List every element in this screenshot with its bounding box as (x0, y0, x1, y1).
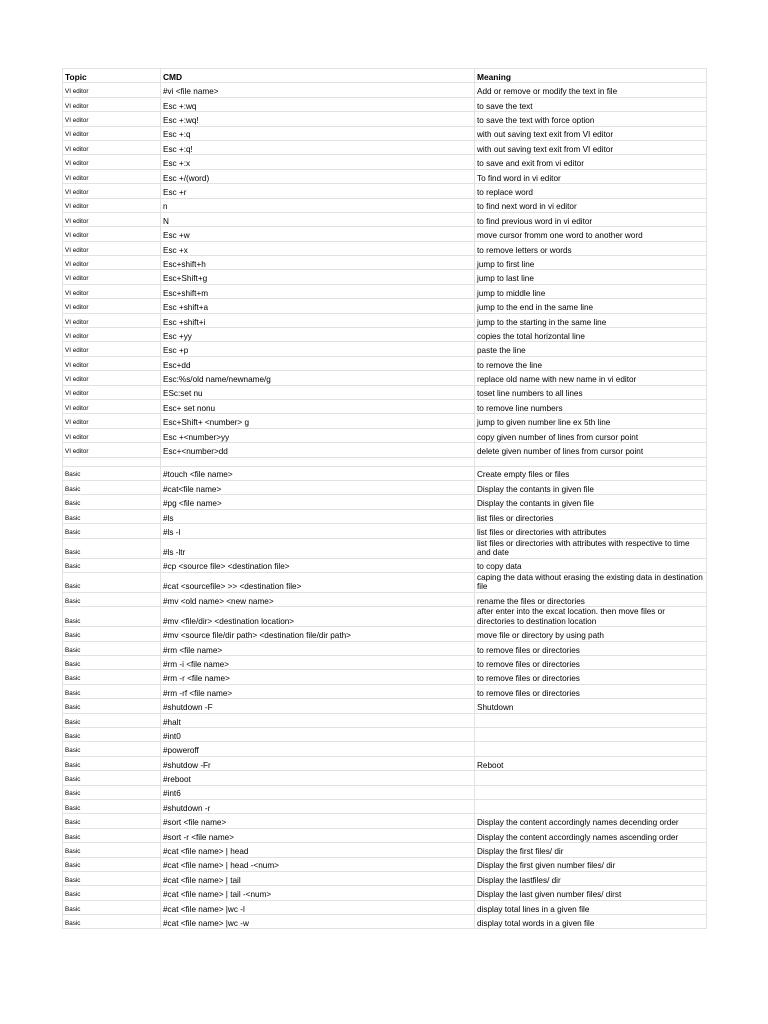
meaning-cell: list files or directories (475, 509, 707, 523)
topic-cell: Basic (63, 713, 161, 727)
cmd-cell: #cat <file name> | tail -<num> (161, 886, 475, 900)
cmd-cell: N (161, 212, 475, 226)
table-row (63, 699, 707, 713)
table-row (63, 97, 707, 111)
table-row (63, 428, 707, 442)
meaning-cell (475, 742, 707, 756)
meaning-cell (475, 728, 707, 742)
table-row (63, 684, 707, 698)
table-row (63, 112, 707, 126)
table-row (63, 843, 707, 857)
cmd-cell (161, 457, 475, 466)
cmd-cell: #shutdow -Fr (161, 756, 475, 770)
cmd-cell: Esc +:x (161, 155, 475, 169)
topic-cell: Basic (63, 915, 161, 929)
topic-cell: Basic (63, 785, 161, 799)
table-row (63, 399, 707, 413)
meaning-cell: to find previous word in vi editor (475, 212, 707, 226)
table-row (63, 886, 707, 900)
topic-cell: Basic (63, 756, 161, 770)
meaning-cell (475, 771, 707, 785)
topic-cell: Basic (63, 814, 161, 828)
meaning-cell: jump to given number line ex 5th line (475, 414, 707, 428)
meaning-cell: rename the files or directories (475, 592, 707, 606)
topic-cell: Basic (63, 572, 161, 592)
cmd-cell: #cat <file name> | head -<num> (161, 857, 475, 871)
cmd-cell: #shutdown -r (161, 799, 475, 813)
topic-cell (63, 457, 161, 466)
command-table (62, 68, 707, 929)
meaning-cell: jump to the end in the same line (475, 299, 707, 313)
cmd-cell: Esc +:wq! (161, 112, 475, 126)
topic-cell: Basic (63, 900, 161, 914)
table-row (63, 641, 707, 655)
cmd-cell: #rm <file name> (161, 641, 475, 655)
table-row (63, 212, 707, 226)
table-row (63, 443, 707, 457)
cmd-cell: #cat <file name> | head (161, 843, 475, 857)
topic-cell: Basic (63, 607, 161, 627)
table-row (63, 356, 707, 370)
cmd-cell: #touch <file name> (161, 466, 475, 480)
meaning-cell: list files or directories with attributes (475, 524, 707, 538)
meaning-cell: jump to first line (475, 256, 707, 270)
cmd-cell: #cat <sourcefile> >> <destination file> (161, 572, 475, 592)
cmd-cell: n (161, 198, 475, 212)
table-row (63, 871, 707, 885)
topic-cell: VI editor (63, 428, 161, 442)
meaning-cell (475, 799, 707, 813)
topic-cell: VI editor (63, 212, 161, 226)
table-row (63, 558, 707, 572)
topic-cell: Basic (63, 799, 161, 813)
cmd-cell: Esc +yy (161, 328, 475, 342)
table-row (63, 284, 707, 298)
table-row (63, 857, 707, 871)
table-row (63, 915, 707, 929)
cmd-cell: #sort -r <file name> (161, 828, 475, 842)
table-row (63, 198, 707, 212)
topic-cell: Basic (63, 592, 161, 606)
cmd-cell: Esc +:wq (161, 97, 475, 111)
topic-cell: VI editor (63, 97, 161, 111)
meaning-cell: To find word in vi editor (475, 169, 707, 183)
table-row (63, 495, 707, 509)
cmd-cell: Esc +shift+a (161, 299, 475, 313)
table-row (63, 126, 707, 140)
table-row-blank (63, 457, 707, 466)
topic-cell: VI editor (63, 414, 161, 428)
header-cmd: CMD (161, 69, 475, 83)
topic-cell: VI editor (63, 126, 161, 140)
cmd-cell: #ls -l (161, 524, 475, 538)
topic-cell: VI editor (63, 169, 161, 183)
table-row (63, 256, 707, 270)
cmd-cell: Esc:%s/old name/newname/g (161, 371, 475, 385)
meaning-cell: Display the lastfiles/ dir (475, 871, 707, 885)
topic-cell: Basic (63, 538, 161, 558)
cmd-cell: Esc +x (161, 241, 475, 255)
cmd-cell: #rm -i <file name> (161, 656, 475, 670)
meaning-cell: Display the contants in given file (475, 495, 707, 509)
meaning-cell: to remove the line (475, 356, 707, 370)
meaning-cell: to save the text (475, 97, 707, 111)
table-row (63, 814, 707, 828)
table-row (63, 371, 707, 385)
cmd-cell: #mv <old name> <new name> (161, 592, 475, 606)
topic-cell: Basic (63, 771, 161, 785)
topic-cell: VI editor (63, 256, 161, 270)
cmd-cell: #rm -r <file name> (161, 670, 475, 684)
meaning-cell: to remove line numbers (475, 399, 707, 413)
table-row (63, 227, 707, 241)
cmd-cell: ESc:set nu (161, 385, 475, 399)
meaning-cell (475, 785, 707, 799)
meaning-cell: copies the total horizontal line (475, 328, 707, 342)
topic-cell: VI editor (63, 198, 161, 212)
topic-cell: VI editor (63, 241, 161, 255)
table-row (63, 524, 707, 538)
table-row (63, 607, 707, 627)
meaning-cell: Display the first given number files/ dir (475, 857, 707, 871)
meaning-cell: Add or remove or modify the text in file (475, 83, 707, 97)
cmd-cell: Esc+Shift+ <number> g (161, 414, 475, 428)
cmd-cell: #mv <file/dir> <destination location> (161, 607, 475, 627)
table-row (63, 592, 707, 606)
topic-cell: VI editor (63, 284, 161, 298)
cmd-cell: #ls -ltr (161, 538, 475, 558)
meaning-cell: Reboot (475, 756, 707, 770)
topic-cell: VI editor (63, 140, 161, 154)
table-row (63, 299, 707, 313)
table-row (63, 414, 707, 428)
table-row (63, 771, 707, 785)
table-row (63, 627, 707, 641)
table-row (63, 466, 707, 480)
meaning-cell: with out saving text exit from VI editor (475, 126, 707, 140)
cmd-cell: #sort <file name> (161, 814, 475, 828)
table-row (63, 155, 707, 169)
meaning-cell: after enter into the excat location. then move files or directories to destination location (475, 607, 707, 627)
topic-cell: VI editor (63, 112, 161, 126)
topic-cell: VI editor (63, 356, 161, 370)
table-row (63, 900, 707, 914)
meaning-cell: display total words in a given file (475, 915, 707, 929)
table-row (63, 313, 707, 327)
cmd-cell: Esc+<number>dd (161, 443, 475, 457)
meaning-cell: to copy data (475, 558, 707, 572)
table-row (63, 670, 707, 684)
header-row (63, 69, 707, 83)
cmd-cell: Esc+shift+m (161, 284, 475, 298)
cmd-cell: #int6 (161, 785, 475, 799)
topic-cell: VI editor (63, 227, 161, 241)
table-row (63, 241, 707, 255)
table-row (63, 756, 707, 770)
table-row (63, 785, 707, 799)
meaning-cell: Display the first files/ dir (475, 843, 707, 857)
meaning-cell: display total lines in a given file (475, 900, 707, 914)
meaning-cell: to remove files or directories (475, 641, 707, 655)
cmd-cell: Esc +:q (161, 126, 475, 140)
topic-cell: Basic (63, 524, 161, 538)
meaning-cell: to remove files or directories (475, 656, 707, 670)
cmd-cell: #shutdown -F (161, 699, 475, 713)
table-row (63, 480, 707, 494)
cmd-cell: #int0 (161, 728, 475, 742)
topic-cell: Basic (63, 886, 161, 900)
topic-cell: Basic (63, 684, 161, 698)
cmd-cell: #cat <file name> | tail (161, 871, 475, 885)
table-row (63, 656, 707, 670)
cmd-cell: #vi <file name> (161, 83, 475, 97)
topic-cell: Basic (63, 857, 161, 871)
cmd-cell: Esc +r (161, 184, 475, 198)
topic-cell: Basic (63, 509, 161, 523)
meaning-cell: Display the content accordingly names decending order (475, 814, 707, 828)
topic-cell: Basic (63, 627, 161, 641)
table-row (63, 538, 707, 558)
meaning-cell: list files or directories with attributes with respective to time and date (475, 538, 707, 558)
meaning-cell: Display the content accordingly names ascending order (475, 828, 707, 842)
meaning-cell: to remove files or directories (475, 684, 707, 698)
meaning-cell: move file or directory by using path (475, 627, 707, 641)
meaning-cell: jump to the starting in the same line (475, 313, 707, 327)
topic-cell: VI editor (63, 299, 161, 313)
topic-cell: VI editor (63, 342, 161, 356)
meaning-cell (475, 457, 707, 466)
table-row (63, 728, 707, 742)
topic-cell: Basic (63, 728, 161, 742)
cmd-cell: #cp <source file> <destination file> (161, 558, 475, 572)
topic-cell: Basic (63, 670, 161, 684)
meaning-cell: move cursor fromm one word to another word (475, 227, 707, 241)
cmd-cell: #rm -rf <file name> (161, 684, 475, 698)
cmd-cell: Esc+dd (161, 356, 475, 370)
meaning-cell: to save the text with force option (475, 112, 707, 126)
meaning-cell: replace old name with new name in vi editor (475, 371, 707, 385)
topic-cell: VI editor (63, 313, 161, 327)
meaning-cell: with out saving text exit from VI editor (475, 140, 707, 154)
meaning-cell: to find next word in vi editor (475, 198, 707, 212)
topic-cell: Basic (63, 843, 161, 857)
table-row (63, 328, 707, 342)
table-row (63, 169, 707, 183)
cmd-cell: #ls (161, 509, 475, 523)
topic-cell: Basic (63, 480, 161, 494)
cmd-cell: Esc +<number>yy (161, 428, 475, 442)
topic-cell: VI editor (63, 443, 161, 457)
cmd-cell: Esc +/(word) (161, 169, 475, 183)
meaning-cell: jump to middle line (475, 284, 707, 298)
table-row (63, 342, 707, 356)
cmd-cell: #cat <file name> |wc -l (161, 900, 475, 914)
meaning-cell: to remove letters or words (475, 241, 707, 255)
topic-cell: VI editor (63, 328, 161, 342)
table-row (63, 509, 707, 523)
topic-cell: Basic (63, 871, 161, 885)
topic-cell: Basic (63, 641, 161, 655)
table-row (63, 713, 707, 727)
topic-cell: Basic (63, 558, 161, 572)
topic-cell: Basic (63, 742, 161, 756)
cmd-cell: #cat<file name> (161, 480, 475, 494)
meaning-cell: paste the line (475, 342, 707, 356)
meaning-cell (475, 713, 707, 727)
table-row (63, 184, 707, 198)
cmd-cell: Esc +:q! (161, 140, 475, 154)
meaning-cell: Display the last given number files/ dirst (475, 886, 707, 900)
cmd-cell: #cat <file name> |wc -w (161, 915, 475, 929)
cmd-cell: #halt (161, 713, 475, 727)
topic-cell: VI editor (63, 371, 161, 385)
meaning-cell: delete given number of lines from cursor point (475, 443, 707, 457)
topic-cell: Basic (63, 828, 161, 842)
topic-cell: Basic (63, 699, 161, 713)
meaning-cell: Create empty files or files (475, 466, 707, 480)
cmd-cell: Esc+Shift+g (161, 270, 475, 284)
meaning-cell: to replace word (475, 184, 707, 198)
cmd-cell: Esc +shift+i (161, 313, 475, 327)
header-topic: Topic (63, 69, 161, 83)
table-row (63, 799, 707, 813)
cmd-cell: Esc+ set nonu (161, 399, 475, 413)
topic-cell: VI editor (63, 270, 161, 284)
cmd-cell: #mv <source file/dir path> <destination file/dir path> (161, 627, 475, 641)
cmd-cell: Esc+shift+h (161, 256, 475, 270)
header-meaning: Meaning (475, 69, 707, 83)
cmd-cell: #reboot (161, 771, 475, 785)
topic-cell: VI editor (63, 385, 161, 399)
table-row (63, 83, 707, 97)
meaning-cell: Display the contants in given file (475, 480, 707, 494)
meaning-cell: to save and exit from vi editor (475, 155, 707, 169)
topic-cell: Basic (63, 495, 161, 509)
topic-cell: Basic (63, 466, 161, 480)
table-row (63, 385, 707, 399)
topic-cell: VI editor (63, 184, 161, 198)
meaning-cell: to remove files or directories (475, 670, 707, 684)
table-row (63, 572, 707, 592)
meaning-cell: Shutdown (475, 699, 707, 713)
table-body (63, 83, 707, 929)
table-row (63, 828, 707, 842)
meaning-cell: copy given number of lines from cursor point (475, 428, 707, 442)
table-row (63, 270, 707, 284)
meaning-cell: jump to last line (475, 270, 707, 284)
meaning-cell: caping the data without erasing the existing data in destination file (475, 572, 707, 592)
cmd-cell: Esc +w (161, 227, 475, 241)
topic-cell: Basic (63, 656, 161, 670)
cmd-cell: #poweroff (161, 742, 475, 756)
cmd-cell: #pg <file name> (161, 495, 475, 509)
topic-cell: VI editor (63, 399, 161, 413)
cmd-cell: Esc +p (161, 342, 475, 356)
meaning-cell: toset line numbers to all lines (475, 385, 707, 399)
topic-cell: VI editor (63, 83, 161, 97)
command-reference-sheet (62, 68, 706, 929)
table-row (63, 742, 707, 756)
topic-cell: VI editor (63, 155, 161, 169)
table-row (63, 140, 707, 154)
